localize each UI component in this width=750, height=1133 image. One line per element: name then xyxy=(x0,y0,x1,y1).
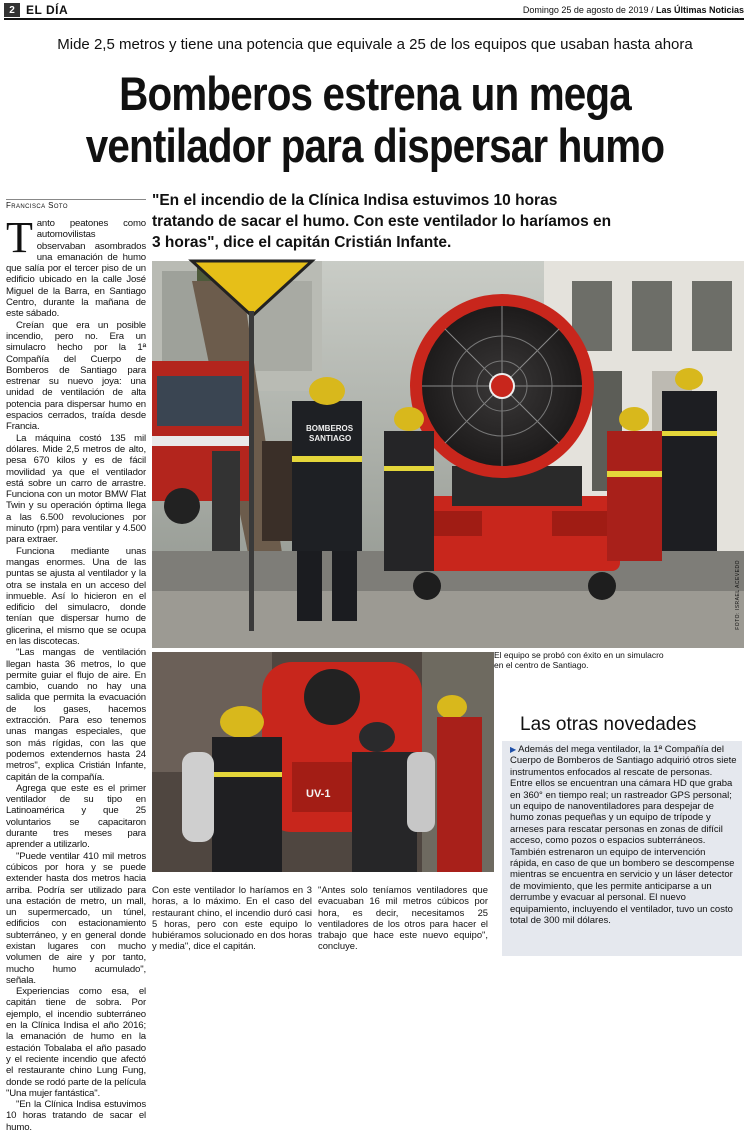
bottom-column-1: Con este ventilador lo haríamos en 3 horas, a lo máximo. En el caso del restaurant chino, el incendio duró casi 5 horas, pero con este equipo lo hubiéramos solucionado en dos horas y media", dice el capitán. xyxy=(152,884,312,952)
paragraph-3: La máquina costó 135 mil dólares. Mide 2,5 metros de alto, pesa 670 kilos y es de fácil movilidad ya que el ventilador está sobre un carro de arrastre. Funciona con un motor BMW Flat Twin y su operación óptima llega a las 6.500 revoluciones por minuto (rpm) para ventilar y 4.500 para extraer. xyxy=(6,432,146,546)
drop-cap: T xyxy=(6,213,33,262)
paragraph-4: Funciona mediante unas mangas enormes. Una de las puntas se ajusta al ventilador y la otra se instala en un acceso del inmueble. Así lo hicieron en el edificio del simulacro, donde tenían que dispersar humo de glicerina, el mismo que se ocupa en las discotecas. xyxy=(6,545,146,647)
byline: Francisca Soto xyxy=(6,199,146,210)
page-number: 2 xyxy=(4,3,20,17)
paragraph-8: Experiencias como esa, el capitán tiene de sobra. Por ejemplo, el incendio subterráneo en la Clínica Indisa el año 2016; la emanación de humo en la estación Tobalaba el año pasado y el reciente incendio que afectó el restaurante chino Lung Fung, donde se rodó parte de la película "Una mujer fantástica". xyxy=(6,986,146,1099)
secondary-photo-illustration xyxy=(152,652,494,872)
article-headline xyxy=(53,68,698,172)
paragraph-7: "Puede ventilar 410 mil metros cúbicos por hora y se puede extender hasta dos metros hacia arriba. Podría ser utilizado para una estación de metro, un mall, un supermercado, un túnel, edificios con estacionamiento subterráneo, y en general donde existan lugares con mucho volumen de aire y por tanto, mucho humo acumulado", señala. xyxy=(6,850,146,986)
photo-credit: FOTO: ISRAEL ACEVEDO xyxy=(735,560,741,630)
paragraph-9: "En la Clínica Indisa estuvimos 10 horas tratando de sacar el humo. xyxy=(6,1099,146,1133)
paragraph-1: Tanto peatones como automovilistas observaban asombrados una emanación de humo que salía por el tercer piso de un edificio ubicado en la calle José Miguel de la Barra, en Santiago Centro, durante la mañana de este sábado. xyxy=(6,213,146,320)
paragraph-5: "Las mangas de ventilación llegan hasta 36 metros, lo que permite guiar el flujo de aire. En cambio, cuando no hay una salida que permita la evacuación de los gases, hacemos extracción. Para eso tenemos unas mangas especiales, que son más rígidas, con las que podemos extendernos hasta 24 metros", explica Cristián Infante, capitán de la compañía. xyxy=(6,647,146,783)
headline-line-2: ventilador para dispersar humo xyxy=(85,119,665,172)
secondary-photo-firefighters xyxy=(152,652,494,872)
photo-caption: El equipo se probó con éxito en un simulacro en el centro de Santiago. xyxy=(494,650,664,670)
masthead xyxy=(4,2,744,20)
sidebar-box xyxy=(502,741,742,956)
pull-quote: "En el incendio de la Clínica Indisa estuvimos 10 horas tratando de sacar el humo. Con este ventilador lo haríamos en 3 horas", dice el capitán Cristián Infante. xyxy=(152,192,612,251)
paragraph-6: Agrega que este es el primer ventilador de su tipo en Latinoamérica y que 25 voluntarios se capacitaron durante tres meses para aprender a utilizarlo. xyxy=(6,782,146,851)
issue-date xyxy=(523,5,744,15)
bullet-icon: ▶ xyxy=(510,745,517,754)
article-body-column xyxy=(6,213,146,1133)
bottom-column-2: "Antes solo teníamos ventiladores que evacuaban 16 mil metros cúbicos por hora, es decir, necesitamos 25 ventiladores de los otros para hacer el trabajo que hace este nuevo equipo", concluye. xyxy=(318,884,488,952)
sidebar-paragraph-1: ▶ Además del mega ventilador, la 1ª Compañía del Cuerpo de Bomberos de Santiago adquirió otros siete instrumentos enfocados al rescate de personas. Entre ellos se encuentran una cámara HD que graba en 360° en tiempo real; un rastreador GPS personal; un equipo de nanoventiladores para despejar de humo zonas pequeñas y un equipo de trípode y arneses para rescatar personas en zonas de difícil acceso, como pozos o espacios subterráneos. xyxy=(510,744,737,847)
headline-line-1: Bomberos estrena un mega xyxy=(119,67,631,120)
date-text: Domingo 25 de agosto de 2019 / xyxy=(522,5,656,15)
sidebar-title: Las otras novedades xyxy=(520,714,697,735)
newspaper-name: Las Últimas Noticias xyxy=(655,5,744,15)
article-kicker: Mide 2,5 metros y tiene una potencia que equivale a 25 de los equipos que usaban hasta ahora xyxy=(57,36,693,53)
vest-text-bomberos: BOMBEROS xyxy=(306,424,354,433)
sidebar-paragraph-2: También estrenaron un equipo de intervención rápida, en caso de que un bombero se descompense mientras se encuentra en servicio y un láser detector de movimiento, que les permite anticiparse a un derrumbe y evacuar al personal. El nuevo equipamiento, incluyendo el ventilador, tuvo un costo total de 300 mil dólares. xyxy=(510,846,735,927)
section-name: EL DÍA xyxy=(26,3,69,17)
vest-text-santiago: SANTIAGO xyxy=(309,434,352,443)
main-photo-ventilator xyxy=(152,261,744,648)
paragraph-2: Creían que era un posible incendio, pero no. Era un simulacro hecho por la 1ª Compañía del Cuerpo de Bomberos de Santiago para estrenar su nuevo joya: una unidad de ventilación de alta potencia para dispersar humo en espacios cerrados, traída desde Francia. xyxy=(6,319,146,433)
main-photo-illustration xyxy=(152,261,744,648)
unit-label: UV-1 xyxy=(306,788,331,800)
